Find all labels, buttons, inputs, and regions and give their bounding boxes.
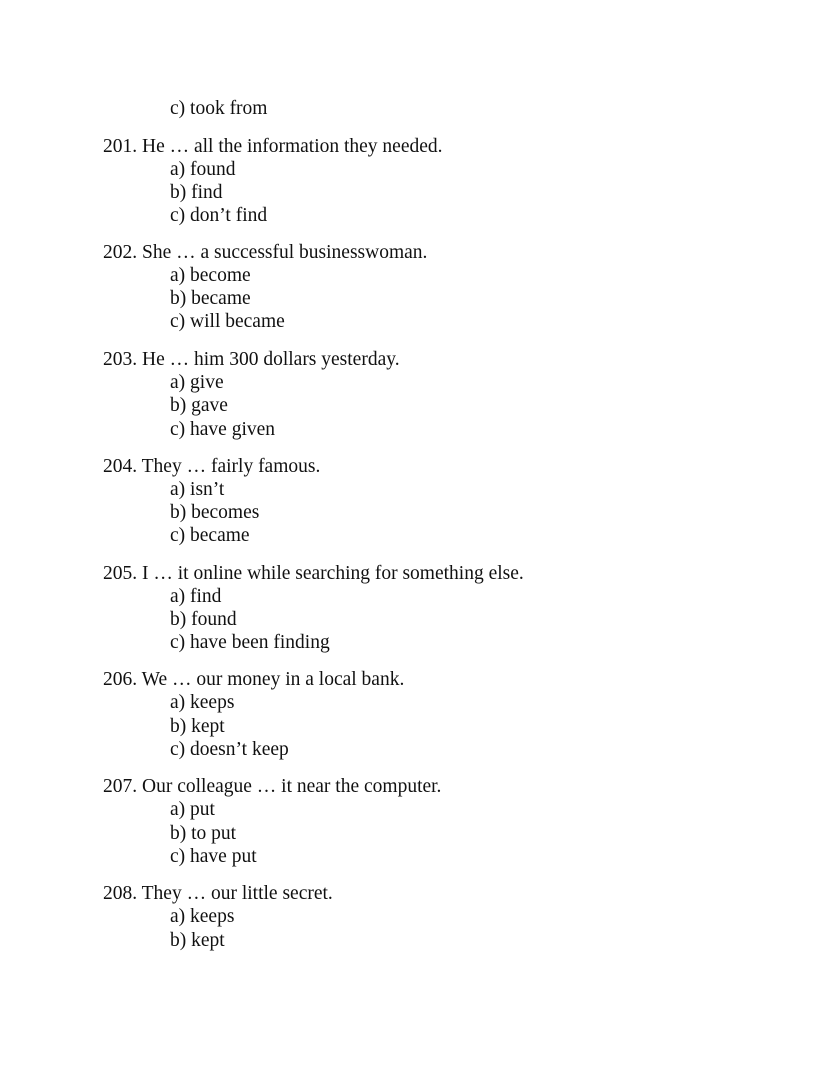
option-208-b: b) kept xyxy=(170,930,225,951)
option-204-b: b) becomes xyxy=(170,502,260,523)
option-204-a: a) isn’t xyxy=(170,479,225,500)
question-207: 207. Our colleague … it near the computer. xyxy=(103,776,442,797)
option-c-prev: c) took from xyxy=(170,98,268,119)
option-205-a: a) find xyxy=(170,586,222,607)
option-203-a: a) give xyxy=(170,372,224,393)
option-204-c: c) became xyxy=(170,525,250,546)
option-201-b: b) find xyxy=(170,182,223,203)
option-202-a: a) become xyxy=(170,265,251,286)
question-205: 205. I … it online while searching for something else. xyxy=(103,563,524,584)
option-206-c: c) doesn’t keep xyxy=(170,739,289,760)
option-201-c: c) don’t find xyxy=(170,205,268,226)
option-205-c: c) have been finding xyxy=(170,632,330,653)
option-202-c: c) will became xyxy=(170,311,285,332)
option-202-b: b) became xyxy=(170,288,251,309)
option-206-a: a) keeps xyxy=(170,692,235,713)
option-203-c: c) have given xyxy=(170,419,276,440)
option-207-a: a) put xyxy=(170,799,215,820)
question-202: 202. She … a successful businesswoman. xyxy=(103,242,428,263)
question-204: 204. They … fairly famous. xyxy=(103,456,321,477)
option-203-b: b) gave xyxy=(170,395,228,416)
question-206: 206. We … our money in a local bank. xyxy=(103,669,405,690)
option-205-b: b) found xyxy=(170,609,237,630)
question-208: 208. They … our little secret. xyxy=(103,883,333,904)
question-203: 203. He … him 300 dollars yesterday. xyxy=(103,349,400,370)
option-201-a: a) found xyxy=(170,159,236,180)
question-201: 201. He … all the information they needed. xyxy=(103,136,443,157)
option-208-a: a) keeps xyxy=(170,906,235,927)
option-206-b: b) kept xyxy=(170,716,225,737)
option-207-b: b) to put xyxy=(170,823,237,844)
option-207-c: c) have put xyxy=(170,846,257,867)
